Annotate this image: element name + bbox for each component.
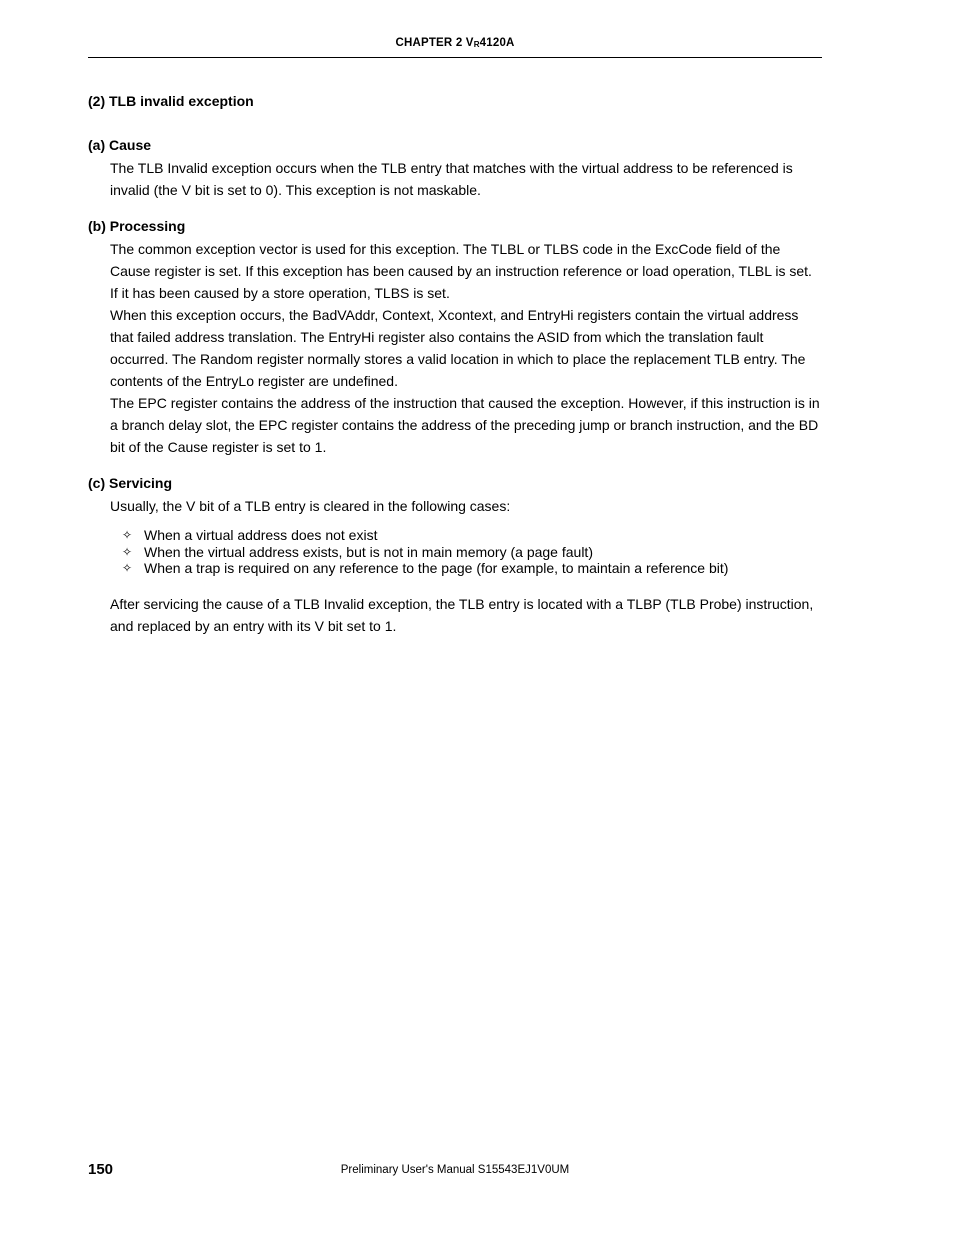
header-rule [88,57,822,58]
servicing-intro: Usually, the V bit of a TLB entry is cleared in the following cases: [110,498,511,514]
servicing-section [88,474,822,637]
page-header [88,37,822,49]
footer-manual-title: Preliminary User's Manual S15543EJ1V0UM [340,1164,570,1176]
list-item [122,544,822,561]
bullet-text: When a trap is required on any reference to the page (for example, to maintain a reference bit) [144,560,729,576]
diamond-outline-icon: ✧ [122,561,133,575]
diamond-outline-icon: ✧ [122,544,133,559]
processing-title: (b) Processing [88,218,186,234]
list-item [122,527,822,544]
servicing-bullet-list [122,527,822,577]
cause-section [88,136,822,201]
header-subscript: R [473,40,480,49]
cause-title: (a) Cause [88,137,152,153]
processing-paragraph-2: When this exception occurs, the BadVAddr, Context, Xcontext, and EntryHi registers contain the virtual address that failed address translation. The EntryHi register also contains the ASID from which the translation fault occurred. The Random register normally stores a valid location in which to place the replacement TLB entry. The contents of the EntryLo register are undefined. [110,307,806,389]
bullet-text: When a virtual address does not exist [144,527,378,543]
page-content [88,92,822,653]
processing-paragraph-3: The EPC register contains the address of the instruction that caused the exception. However, if this instruction is in a branch delay slot, the EPC register contains the address of the preceding jump or branch instruction, and the BD bit of the Cause register is set to 1. [110,395,820,455]
bullet-text: When the virtual address exists, but is not in main memory (a page fault) [144,543,593,560]
page-number: 150 [88,1161,114,1178]
list-item [122,560,822,577]
header-model: 4120A [479,37,515,49]
servicing-title: (c) Servicing [88,475,173,491]
processing-section [88,217,822,458]
section-title: (2) TLB invalid exception [88,93,254,109]
header-chapter: CHAPTER 2 V [395,37,474,49]
processing-paragraph-1: The common exception vector is used for this exception. The TLBL or TLBS code in the ExcCode field of the Cause register is set. If this exception has been caused by an instruction reference or load operation, TLBL is set. If it has been caused by a store operation, TLBS is set. [110,241,812,301]
servicing-closing: After servicing the cause of a TLB Invalid exception, the TLB entry is located with a TLBP (TLB Probe) instruction, and replaced by an entry with its V bit set to 1. [110,595,814,634]
cause-paragraph: The TLB Invalid exception occurs when the TLB entry that matches with the virtual address to be referenced is invalid (the V bit is set to 0). This exception is not maskable. [110,160,793,198]
diamond-outline-icon: ✧ [122,528,133,542]
